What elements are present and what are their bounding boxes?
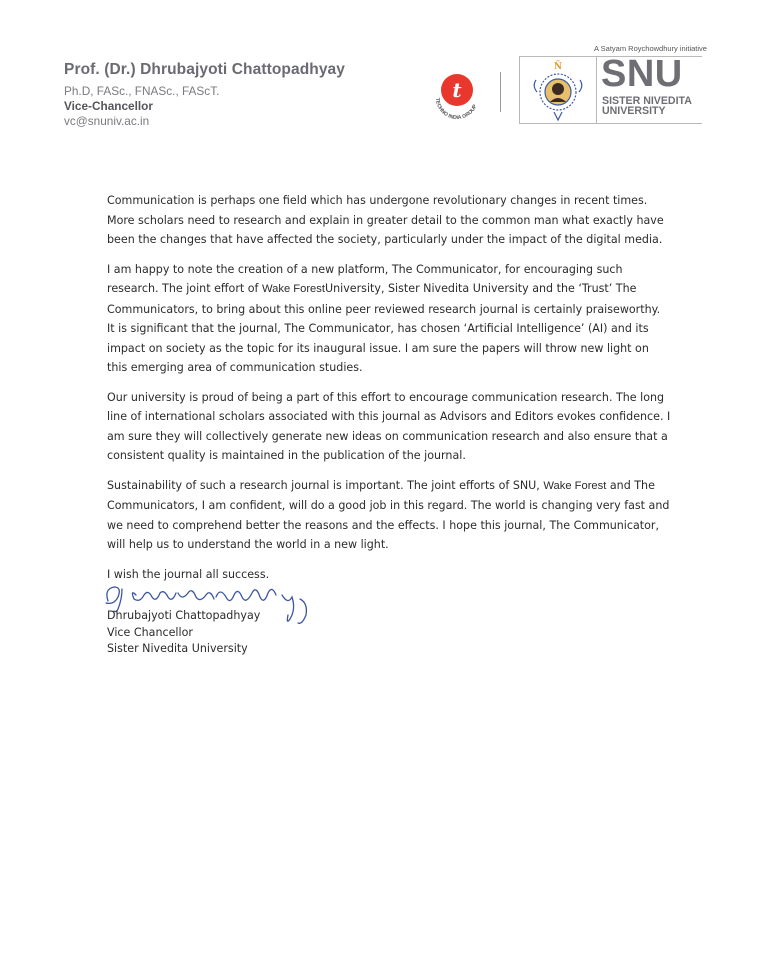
snu-separator (596, 56, 597, 124)
p3-line-4: consistent quality is maintained in the publication of the journal. (107, 449, 466, 462)
p2-line-3: Communicators, to bring about this online peer reviewed research journal is certainly praiseworthy. (107, 302, 661, 316)
paragraph-3 (107, 388, 671, 466)
signatory-title: Vice Chancellor (107, 625, 193, 639)
logo-divider (500, 72, 501, 112)
p2-line-4: It is significant that the journal, The Communicator, has chosen ‘Artificial Intelligence’ (AI) and its (107, 322, 649, 335)
p4-line-4: will help us to understand the world in a new light. (107, 538, 389, 551)
p4-line-1-start: Sustainability of such a research journal is important. The joint efforts of SNU, (107, 478, 544, 492)
p2-line-1: I am happy to note the creation of a new platform, The Communicator, for encouraging such (107, 262, 623, 276)
paragraph-4 (107, 476, 670, 555)
paragraph-1 (107, 191, 667, 250)
signatory-university: Sister Nivedita University (107, 642, 248, 655)
p1-line-3: been the changes that have affected the society, particularly under the impact of the digital media. (107, 233, 663, 246)
p1-line-1: Communication is perhaps one field which has undergone revolutionary changes in recent times. (107, 194, 648, 207)
snu-name-line1: SISTER NIVEDITA (602, 95, 692, 107)
p3-line-3: am sure they will collectively generate new ideas on communication research and also ensure that a (107, 429, 668, 443)
p3-line-1: Our university is proud of being a part of this effort to encourage communication research. The long (107, 390, 665, 404)
p4-line-1-end: and The (606, 478, 655, 492)
p4-line-2: Communicators, I am confident, will do a good job in this regard. The world is changing very fast and (107, 499, 670, 512)
snu-name-line2: UNIVERSITY (602, 105, 666, 117)
p4-line-1 (107, 476, 667, 497)
snu-abbreviation: SNU (601, 53, 683, 95)
letterhead-qualifications: Ph.D, FASc., FNASc., FAScT. (64, 84, 220, 98)
p2-line-6: this emerging area of communication studies. (107, 361, 363, 374)
p4-line-3: we need to comprehend better the reasons and the effects. I hope this journal, The Communicator, (107, 518, 660, 532)
p2-line-2-start: research. The joint effort of (107, 282, 262, 295)
closing-line: I wish the journal all success. (107, 567, 270, 581)
letterhead-name: Prof. (Dr.) Dhrubajyoti Chattopadhyay (64, 61, 345, 78)
p2-wake-forest: Wake Forest (261, 283, 325, 295)
snu-initiative-text: A Satyam Roychowdhury initiative (594, 44, 707, 53)
p3-line-2: line of international scholars associated with this journal as Advisors and Editors evokes confidence. I (107, 410, 671, 423)
letterhead-designation: Vice-Chancellor (64, 99, 153, 113)
signatory-name: Dhrubajyoti Chattopadhyay (107, 609, 261, 622)
letter-body (107, 191, 671, 594)
techno-india-text-path: TECHNO INDIA GROUP (433, 97, 479, 122)
paragraph-2 (107, 260, 667, 378)
p1-line-2: More scholars need to research and explain in greater detail to the common man what exactly have (107, 213, 664, 227)
techno-india-letter: t (452, 78, 462, 102)
letterhead-email: vc@snuniv.ac.in (64, 114, 150, 128)
snu-emblem-icon (527, 58, 589, 122)
p2-line-2 (107, 279, 667, 300)
p4-wake-forest: Wake Forest (543, 479, 607, 492)
signatory-block (107, 608, 260, 658)
p2-line-5: impact on society as the topic for its inaugural issue. I am sure the papers will throw new light on (107, 341, 649, 355)
techno-india-logo (426, 64, 488, 126)
p2-line-2-end: University, Sister Nivedita University and the ‘Trust’ The (324, 282, 637, 295)
svg-text:Ñ: Ñ (553, 62, 563, 72)
